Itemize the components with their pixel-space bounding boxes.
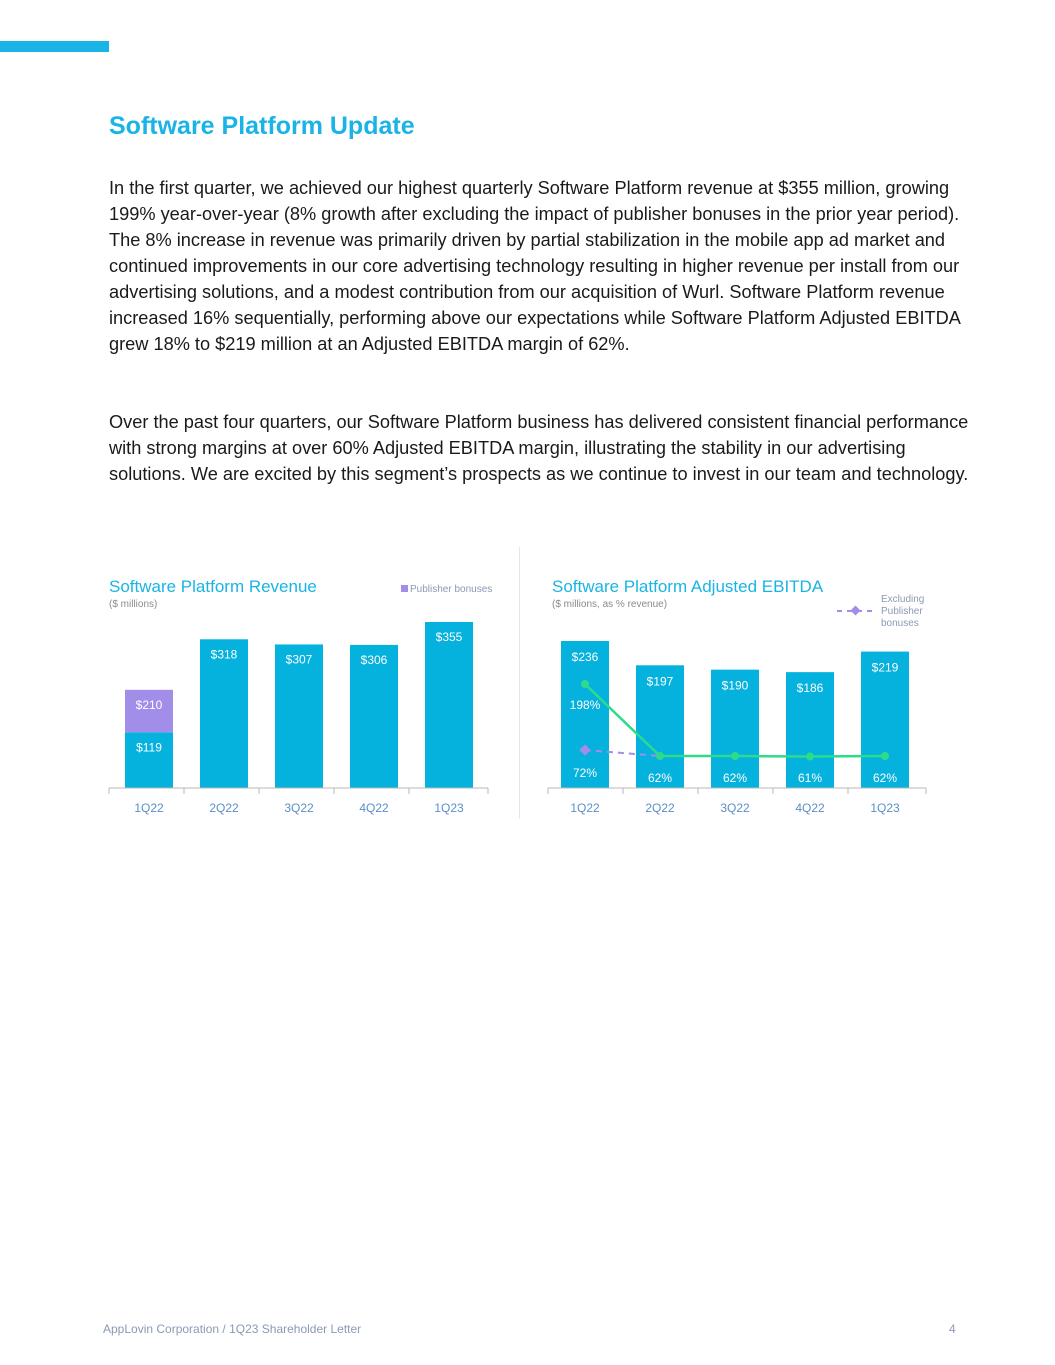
ebitda-label-1Q22: $236 bbox=[571, 650, 599, 664]
legend-excl-marker bbox=[851, 606, 861, 616]
ebitda-margin-point-3Q22 bbox=[731, 752, 739, 760]
ebitda-xtick-1Q23: 1Q23 bbox=[870, 801, 900, 815]
ebitda-margin-point-4Q22 bbox=[806, 753, 814, 761]
ebitda-margin-label-4Q22: 61% bbox=[797, 771, 823, 785]
accent-bar bbox=[0, 41, 109, 52]
revenue-xtick-1Q23: 1Q23 bbox=[434, 801, 464, 815]
body-paragraph-2: Over the past four quarters, our Software Platform business has delivered consistent financial performance with strong margins at over 60% Adjusted EBITDA margin, illustrating the stability in our advertising solutions. We are excited by this segment’s prospects as we continue to invest in our team and technology. bbox=[109, 412, 969, 484]
revenue-bar-1Q23 bbox=[425, 622, 473, 788]
revenue-label-3Q22: $307 bbox=[285, 652, 313, 667]
ebitda-margin-label-1Q22: 198% bbox=[569, 698, 601, 712]
revenue-label-1Q23: $355 bbox=[435, 630, 463, 644]
footer-page-number: 4 bbox=[949, 1322, 956, 1336]
ebitda-label-1Q23: $219 bbox=[871, 660, 899, 675]
revenue-xtick-2Q22: 2Q22 bbox=[209, 801, 239, 815]
revenue-inner-label-1Q22: $119 bbox=[136, 740, 162, 755]
ebitda-xtick-3Q22: 3Q22 bbox=[720, 801, 750, 815]
ebitda-chart-subtitle: ($ millions, as % revenue) bbox=[552, 599, 668, 610]
ebitda-xtick-2Q22: 2Q22 bbox=[645, 801, 675, 815]
body-paragraph-1: In the first quarter, we achieved our highest quarterly Software Platform revenue at $355 million, growing 199% year-over-year (8% growth after excluding the impact of publisher bonuses in the prior year period). The 8% increase in revenue was primarily driven by partial stabilization in the mobile app ad market and continued improvements in our core advertising technology resulting in higher revenue per install from our advertising solutions, and a modest contribution from our acquisition of Wurl. Software Platform revenue increased 16% sequentially, performing above our expectations while Software Platform Adjusted EBITDA grew 18% to $219 million at an Adjusted EBITDA margin of 62%. bbox=[109, 178, 960, 354]
ebitda-margin-label-2Q22: 62% bbox=[647, 771, 673, 785]
footer-company: AppLovin Corporation / 1Q23 Shareholder Letter bbox=[103, 1322, 362, 1336]
ebitda-margin-point-1Q23 bbox=[881, 752, 889, 760]
revenue-xtick-3Q22: 3Q22 bbox=[284, 801, 314, 815]
revenue-label-2Q22: $318 bbox=[210, 647, 238, 662]
legend-swatch-publisher-bonuses bbox=[401, 585, 408, 592]
ebitda-label-3Q22: $190 bbox=[721, 678, 749, 693]
ebitda-label-2Q22: $197 bbox=[646, 674, 674, 689]
revenue-xtick-4Q22: 4Q22 bbox=[359, 801, 389, 815]
chart-divider bbox=[519, 547, 520, 819]
revenue-xtick-1Q22: 1Q22 bbox=[134, 801, 164, 815]
legend-excluding-publisher-bonuses: Excluding Publisher bonuses bbox=[881, 594, 925, 629]
revenue-bar-2Q22 bbox=[200, 639, 248, 788]
ebitda-margin-label-1Q23: 62% bbox=[872, 771, 898, 785]
ebitda-chart bbox=[540, 570, 960, 830]
revenue-label-1Q22: $210 bbox=[135, 697, 163, 712]
ebitda-xtick-4Q22: 4Q22 bbox=[795, 801, 825, 815]
revenue-chart bbox=[100, 570, 510, 830]
page-title: Software Platform Update bbox=[109, 112, 415, 140]
ebitda-margin-point-1Q22 bbox=[581, 680, 589, 688]
revenue-chart-subtitle: ($ millions) bbox=[109, 599, 158, 610]
ebitda-excl-label-1Q22: 72% bbox=[572, 766, 598, 780]
revenue-label-4Q22: $306 bbox=[360, 652, 388, 667]
revenue-chart-title: Software Platform Revenue bbox=[109, 577, 317, 596]
legend-publisher-bonuses: Publisher bonuses bbox=[410, 584, 493, 595]
ebitda-xtick-1Q22: 1Q22 bbox=[570, 801, 600, 815]
ebitda-margin-label-3Q22: 62% bbox=[722, 771, 748, 785]
ebitda-label-4Q22: $186 bbox=[796, 681, 824, 696]
ebitda-chart-title: Software Platform Adjusted EBITDA bbox=[552, 577, 824, 596]
